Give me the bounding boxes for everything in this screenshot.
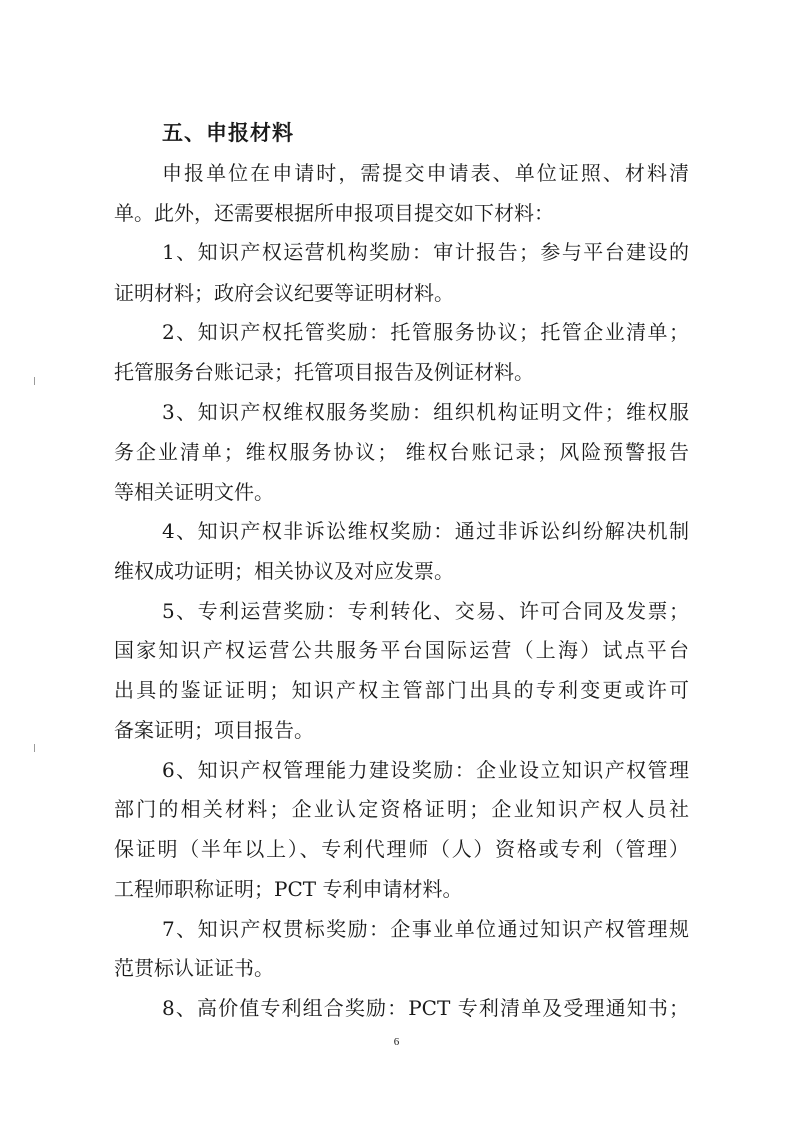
page-number: 6 <box>393 1036 400 1048</box>
section-heading: 五、申报材料 <box>162 121 294 145</box>
paragraph-line: 3、知识产权维权服务奖励：组织机构证明文件；维权服 <box>162 400 689 424</box>
paragraph-line: 务企业清单；维权服务协议； 维权台账记录；风险预警报告 <box>114 440 689 464</box>
scan-mark <box>34 377 35 385</box>
paragraph-line: 等相关证明文件。 <box>114 480 274 504</box>
paragraph-line: 出具的鉴证证明；知识产权主管部门出具的专利变更或许可 <box>114 678 689 702</box>
paragraph-line: 4、知识产权非诉讼维权奖励：通过非诉讼纠纷解决机制 <box>162 519 689 543</box>
paragraph-line: 5、专利运营奖励：专利转化、交易、许可合同及发票； <box>162 599 689 623</box>
paragraph-line: 6、知识产权管理能力建设奖励：企业设立知识产权管理 <box>162 758 689 782</box>
paragraph-line: 工程师职称证明；PCT 专利申请材料。 <box>114 877 463 901</box>
paragraph-line: 单。此外，还需要根据所申报项目提交如下材料： <box>114 201 554 225</box>
paragraph-line: 备案证明；项目报告。 <box>114 718 314 742</box>
paragraph-line: 1、知识产权运营机构奖励：审计报告；参与平台建设的 <box>162 240 689 264</box>
scan-mark <box>34 744 35 752</box>
paragraph-line: 7、知识产权贯标奖励：企事业单位通过知识产权管理规 <box>162 917 689 941</box>
paragraph-line: 证明材料；政府会议纪要等证明材料。 <box>114 281 454 305</box>
paragraph-line: 8、高价值专利组合奖励：PCT 专利清单及受理通知书； <box>162 996 689 1020</box>
paragraph-line: 申报单位在申请时，需提交申请表、单位证照、材料清 <box>162 161 689 185</box>
paragraph-line: 范贯标认证证书。 <box>114 956 274 980</box>
paragraph-line: 托管服务台账记录；托管项目报告及例证材料。 <box>114 360 534 384</box>
paragraph-line: 维权成功证明；相关协议及对应发票。 <box>114 559 454 583</box>
paragraph-line: 部门的相关材料；企业认定资格证明；企业知识产权人员社 <box>114 797 689 821</box>
paragraph-line: 2、知识产权托管奖励：托管服务协议；托管企业清单； <box>162 320 689 344</box>
paragraph-line: 保证明（半年以上）、专利代理师（人）资格或专利（管理） <box>114 837 689 861</box>
paragraph-line: 国家知识产权运营公共服务平台国际运营（上海）试点平台 <box>114 638 689 662</box>
